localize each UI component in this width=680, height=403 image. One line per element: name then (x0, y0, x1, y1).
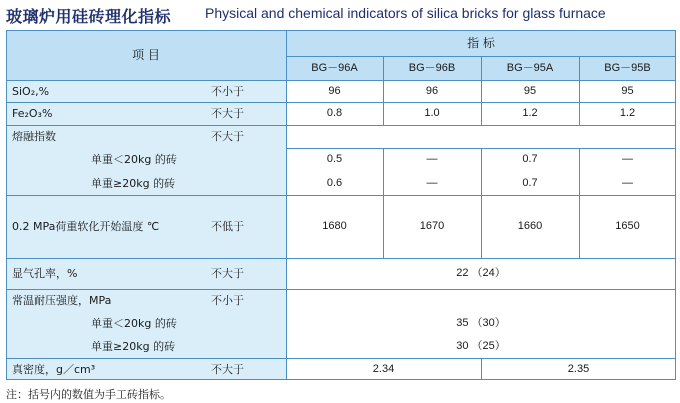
value-cell: 1660 (517, 220, 543, 232)
grid-line (481, 56, 482, 125)
grid-line (481, 358, 482, 380)
value-cell: 96 (425, 84, 439, 97)
grid-line (6, 289, 676, 290)
row-cond: 不大于 (211, 130, 244, 143)
grid-line (383, 56, 384, 80)
value-cell: 0.8 (326, 107, 343, 119)
value-cell: — (622, 153, 633, 165)
value-cell: 0.7 (522, 153, 538, 165)
grid-line (481, 148, 482, 258)
row-label-refractoriness: 0.2 MPa荷重软化开始温度 ℃ (12, 220, 160, 233)
row-cond: 不小于 (211, 84, 244, 98)
value-cell: 0.6 (326, 176, 343, 189)
row-sublabel: 单重≥20kg 的砖 (91, 340, 176, 353)
grid-line (6, 102, 676, 103)
value-cell: 1.0 (424, 107, 440, 119)
value-cell: — (426, 153, 438, 165)
value-cell: 95 (621, 84, 634, 97)
table-border (6, 30, 7, 380)
header-indicator: 指 标 (467, 36, 495, 50)
grid-line (286, 30, 287, 380)
grid-line (6, 80, 676, 81)
value-cell: 2.35 (567, 362, 590, 375)
row-label-porosity: 显气孔率，% (12, 267, 78, 280)
grid-line (6, 258, 676, 259)
row-sublabel: 单重＜20kg 的砖 (91, 153, 177, 166)
value-cell: 2.34 (372, 362, 395, 375)
indicator-table (6, 30, 676, 380)
row-label-sio2: SiO₂,% (12, 84, 50, 98)
value-cell: 0.7 (522, 176, 538, 189)
header-grade: BG－96B (408, 61, 456, 74)
grid-line (6, 195, 676, 196)
header-grade: BG－95A (506, 61, 554, 74)
value-cell: 22 （24） (456, 267, 506, 279)
header-grade: BG－96A (311, 61, 358, 74)
grid-line (6, 125, 676, 126)
value-cell: 1670 (419, 220, 445, 232)
grid-line (383, 148, 384, 258)
grid-line (6, 358, 676, 359)
row-label-fusion: 熔融指数 (12, 130, 56, 143)
grid-line (383, 80, 384, 125)
row-label-density: 真密度，g／cm³ (12, 362, 96, 376)
row-sublabel: 单重≥20kg 的砖 (91, 176, 176, 190)
row-cond: 不大于 (211, 362, 244, 376)
header-grade: BG－95B (604, 61, 651, 74)
value-cell: — (426, 176, 438, 189)
page-subtitle: Physical and chemical indicators of silica bricks for glass furnace (205, 5, 606, 21)
row-label-strength: 常温耐压强度，MPa (12, 294, 112, 307)
value-cell: 1650 (615, 220, 640, 232)
row-label-fe2o3: Fe₂O₃% (12, 107, 53, 120)
page-title: 玻璃炉用硅砖理化指标 (6, 7, 172, 26)
row-cond: 不大于 (211, 267, 244, 280)
grid-line (579, 148, 580, 258)
row-cond: 不小于 (211, 294, 244, 307)
row-sublabel: 单重＜20kg 的砖 (91, 317, 177, 330)
value-cell: — (622, 176, 633, 189)
header-item: 项 目 (132, 48, 160, 62)
value-cell: 1.2 (522, 107, 538, 119)
value-cell: 95 (523, 84, 537, 97)
row-cond: 不低于 (211, 220, 244, 233)
value-cell: 0.5 (326, 153, 343, 165)
value-cell: 35 （30） (456, 317, 506, 329)
value-cell: 1.2 (619, 107, 636, 119)
table-border (6, 379, 676, 380)
table-border (675, 30, 676, 380)
table-border (6, 30, 676, 31)
row-cond: 不大于 (211, 107, 244, 120)
value-cell: 30 （25） (456, 340, 506, 352)
footnote: 注：括号内的数值为手工砖指标。 (6, 388, 171, 401)
value-cell: 1680 (322, 220, 347, 232)
grid-line (579, 56, 580, 125)
value-cell: 96 (328, 84, 341, 97)
